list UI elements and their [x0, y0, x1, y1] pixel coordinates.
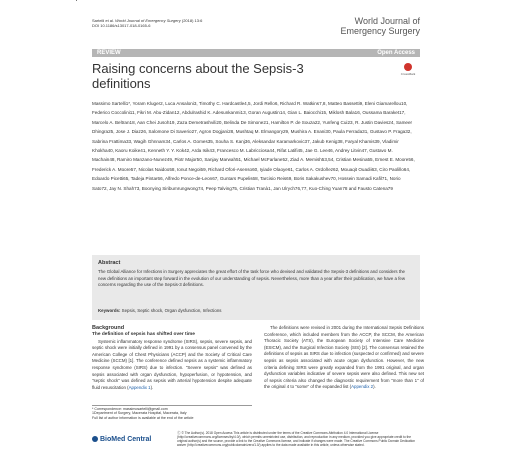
open-access-label: Open Access	[377, 50, 415, 56]
background-subheading: The definition of sepsis has shifted over time	[92, 332, 195, 337]
citation-header	[92, 18, 202, 28]
citation-authors: Sartelli et al.	[92, 18, 115, 23]
bmc-logo-text: BioMed Central	[100, 436, 152, 443]
journal-logo-line2: Emergency Surgery	[340, 26, 420, 36]
author-info-note: Full list of author information is available at the end of the article	[92, 415, 194, 420]
definitions-paragraph	[264, 325, 424, 391]
body-column-right	[264, 325, 424, 391]
citation-doi: DOI 10.1186/s13017-018-0165-6	[92, 23, 151, 28]
article-title: Raising concerns about the Sepsis-3 definitions	[92, 61, 304, 91]
background-heading: Background	[92, 325, 125, 331]
abstract-text: The Global Alliance for Infections in Surgery appreciates the great effort of the task force who devised and validated the Sepsis-3 definitions and considers the new definitions an important step forward in the evolution of our understanding of sepsis. Nevertheless, more than a year after their publication, we have a few concerns regarding the use of the Sepsis-3 definitions.	[98, 269, 406, 287]
journal-logo	[340, 16, 420, 36]
author-list: Massimo Sartelli1*, Yoram Kluger2, Luca Ansaloni3, Timothy C. Hardcastle4,5, Jordi Rello6, Richard R. Watkins7,8, Matteo Bassetti9, Eleni Giamarellou10, Federico Coccolini11, Fikri M. Abu-Zidan12, Abdulrashid K. Adesunkanmi13, Goran Augustin14, Gian L. Baiocchi15, Miklosh Bala16, Oussama Baraket17, Marcelo A. Beltran18, Aan Chei Jusoh19, Zaza Demetrashvili20, Belinda De Simone21, Hamilton P. de Souza22, Yunfeng Cui23, R. Justin Davies24, Sameer Dhingra25, Jose J. Diaz26, Salomone Di Saverio27, Agron Dogjani28, Mushtaq M. Elmangory29, Mushira A. Enani30, Paula Ferrada31, Gustavo P. Fraga32, Sabrina Frattima33, Wagih Ghnnam34, Carlos A. Gomes35, Souha S. Kanj36, Aleksandar Karamarkovic37, Jakub Kenig38, Faryal Khamis39, Vladimir Khokha40, Kaoru Koike41, Kenneth Y. Y. Kok42, Arda Isik43, Francesco M. Labricciosa44, Rifat Latifi45, Jae G. Lee46, Andrey Litvin47, Gustavo M. Machain48, Ramiro Manzano-Nunez49, Piotr Major50, Sanjay Marwah51, Michael McFarlane52, Ziad A. Memish53,54, Cristian Mesina55, Ernest E. Moore56, Frederick A. Moore57, Nicolas Naidoo58, Ionut Negoi59, Richard Ofori-Asenso60, Iyiade Olaoye61, Carlos A. Ordoñez62, Mouaqit Ouadii63, Ciro Paolillo64, Edoardo Picetti65, Tadeja Pintar66, Alfredo Ponce-de-Leon67, Guntars Pupelis68, Tarcisio Reis69, Boris Sakakushev70, Hossein Samadi Kafil71, Norio Sato72, Jay N. Shah73, Boonying Siribumrungwong74, Peep Talving75, Cristian Tranà1, Jan Ulrych76,77, Kuo-Ching Yuan78 and Fausto Catena79	[92, 101, 415, 191]
background-paragraph	[92, 339, 252, 392]
abstract-box	[92, 255, 420, 320]
affiliation-1: 1Department of Surgery, Macerata Hospital, Macerata, Italy	[92, 411, 187, 416]
background-text-end: ).	[150, 384, 154, 390]
body-column-left	[92, 325, 252, 391]
crossmark-label: CrossMark	[400, 72, 416, 76]
appendix-1-link[interactable]: Appendix 1	[128, 384, 151, 390]
crossmark-icon	[404, 63, 412, 71]
correspondence-footnote	[92, 405, 252, 420]
crossmark-badge[interactable]	[396, 63, 420, 79]
creative-commons-icon: Ⓒ	[177, 431, 181, 435]
appendix-2-link[interactable]: Appendix 2	[351, 384, 374, 390]
citation-journal: World Journal of Emergency Surgery	[115, 18, 181, 23]
license-text	[177, 431, 420, 447]
bmc-logo-icon	[92, 436, 98, 442]
keywords	[98, 308, 414, 313]
citation-year: (2018) 13:6	[181, 18, 203, 23]
correspondence-email[interactable]: * Correspondence: massimosartelli@gmail.com	[92, 407, 168, 411]
definitions-text: The definitions were revised in 2001 during the International Sepsis Definitions Conference, which included members from the ACCP, the SCCM, the American Thoracic Society (ATS), the European Society of Intensive Care Medicine (ESICM), and the Surgical Infection Society (SIS) [2]. The consensus retained the definitions of sepsis as SIRS due to infection (suspected or confirmed) and severe sepsis as sepsis associated with acute organ dysfunction. However, the new criteria defining SIRS were greatly expanded from the 1991 original, and organ dysfunction variables indicative of severe sepsis were also defined. This new set of sepsis criteria also changed the diagnostic requirement from "more than 1" of the original 4 to "some" of the expanded list (	[264, 325, 424, 390]
abstract-heading: Abstract	[98, 260, 121, 266]
keywords-label: Keywords:	[98, 308, 121, 313]
biomed-central-logo	[92, 436, 151, 443]
scan-dot	[76, 0, 77, 1]
background-text: Systemic inflammatory response syndrome (SIRS), sepsis, severe sepsis, and septic shock were initially defined in 1991 by a consensus panel convened by the American College of Chest Physicians (ACCP) and the Society of Critical Care Medicine (SCCM) [1]. The conference defined sepsis as a systemic inflammatory response syndrome (SIRS) due to infection. "Severe sepsis" was defined as sepsis associated with organ dysfunction, hypoperfusion, or hypotension, and "septic shock" was defined as sepsis with arterial hypotension despite adequate fluid resuscitation (	[92, 338, 252, 390]
license-body: © The Author(s). 2018 Open Access This article is distributed under the terms of the Creative Commons Attribution 4.0 International License (http://creativecommons.org/licenses/by/4.0/), which permits unrestricted use, distribution, and reproduction in any medium, provided you give appropriate credit to the original author(s) and the source, provide a link to the Creative Commons license, and indicate if changes were made. The Creative Commons Public Domain Dedication waiver (http://creativecommons.org/publicdomain/zero/1.0/) applies to the data made available in this article, unless otherwise stated.	[177, 431, 416, 447]
article-type-label: REVIEW	[97, 50, 121, 56]
journal-logo-line1: World Journal of	[354, 16, 420, 26]
keywords-list: Sepsis, Septic shock, Organ dysfunction, Infections	[120, 308, 222, 313]
definitions-text-end: ).	[373, 384, 376, 390]
article-type-bar	[92, 49, 420, 57]
